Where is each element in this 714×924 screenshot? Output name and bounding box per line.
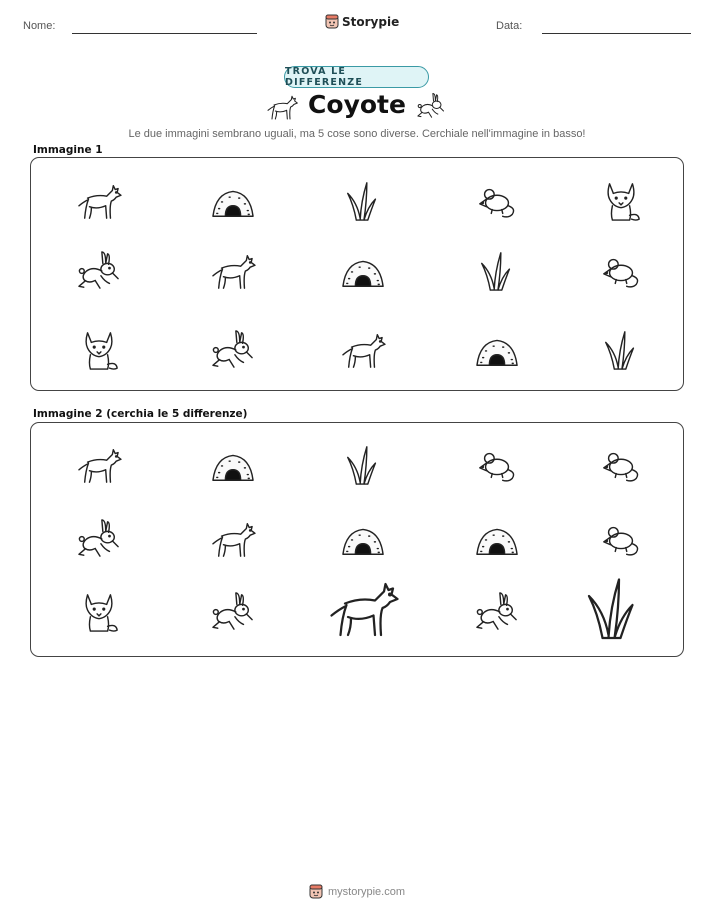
image1-panel: [30, 157, 684, 391]
instructions-text: Le due immagini sembrano uguali, ma 5 cose sono diverse. Cerchiale nell'immagine in basso!: [128, 128, 586, 140]
grass-icon[interactable]: [340, 444, 386, 486]
rabbit-icon: [416, 92, 446, 125]
rabbit-icon[interactable]: [474, 591, 520, 633]
mouse-icon[interactable]: [598, 518, 644, 560]
coyote-icon[interactable]: [76, 180, 122, 222]
worksheet-title: Coyote: [308, 90, 406, 119]
burrow-icon[interactable]: [474, 518, 520, 560]
image1-label: Immagine 1: [33, 144, 103, 156]
burrow-icon[interactable]: [340, 250, 386, 292]
worksheet-header: [0, 0, 714, 50]
grass-icon-large[interactable]: [577, 575, 649, 641]
grass-icon[interactable]: [474, 250, 520, 292]
date-line: [542, 33, 691, 34]
mouse-icon[interactable]: [474, 180, 520, 222]
name-line: [72, 33, 257, 34]
grass-icon[interactable]: [340, 180, 386, 222]
grass-icon[interactable]: [598, 329, 644, 371]
storypie-mascot-icon: [309, 884, 323, 900]
storypie-mascot-icon: [325, 14, 339, 30]
coyote-pup-icon[interactable]: [598, 180, 644, 222]
coyote-icon[interactable]: [210, 518, 256, 560]
worksheet-type-badge: TROVA LE DIFFERENZE: [284, 66, 429, 88]
name-label: Nome:: [23, 20, 56, 32]
mouse-icon[interactable]: [598, 444, 644, 486]
title-row: [0, 90, 714, 126]
coyote-icon[interactable]: [210, 250, 256, 292]
coyote-icon: [266, 92, 298, 127]
rabbit-icon[interactable]: [210, 329, 256, 371]
footer-url: mystorypie.com: [327, 886, 406, 898]
rabbit-icon[interactable]: [210, 591, 256, 633]
mouse-icon[interactable]: [474, 444, 520, 486]
coyote-pup-icon[interactable]: [76, 591, 122, 633]
coyote-pup-icon[interactable]: [76, 329, 122, 371]
date-label: Data:: [496, 20, 523, 32]
burrow-icon[interactable]: [210, 444, 256, 486]
burrow-icon[interactable]: [210, 180, 256, 222]
image2-panel: [30, 422, 684, 657]
coyote-icon[interactable]: [340, 329, 386, 371]
brand-logo: [325, 14, 399, 30]
brand-name: Storypie: [342, 15, 400, 29]
footer: [0, 884, 714, 900]
burrow-icon[interactable]: [474, 329, 520, 371]
mouse-icon[interactable]: [598, 250, 644, 292]
burrow-icon[interactable]: [340, 518, 386, 560]
coyote-icon[interactable]: [76, 444, 122, 486]
image2-label: Immagine 2 (cerchia le 5 differenze): [33, 408, 248, 420]
rabbit-icon[interactable]: [76, 518, 122, 560]
rabbit-icon[interactable]: [76, 250, 122, 292]
coyote-icon-large[interactable]: [327, 575, 399, 641]
